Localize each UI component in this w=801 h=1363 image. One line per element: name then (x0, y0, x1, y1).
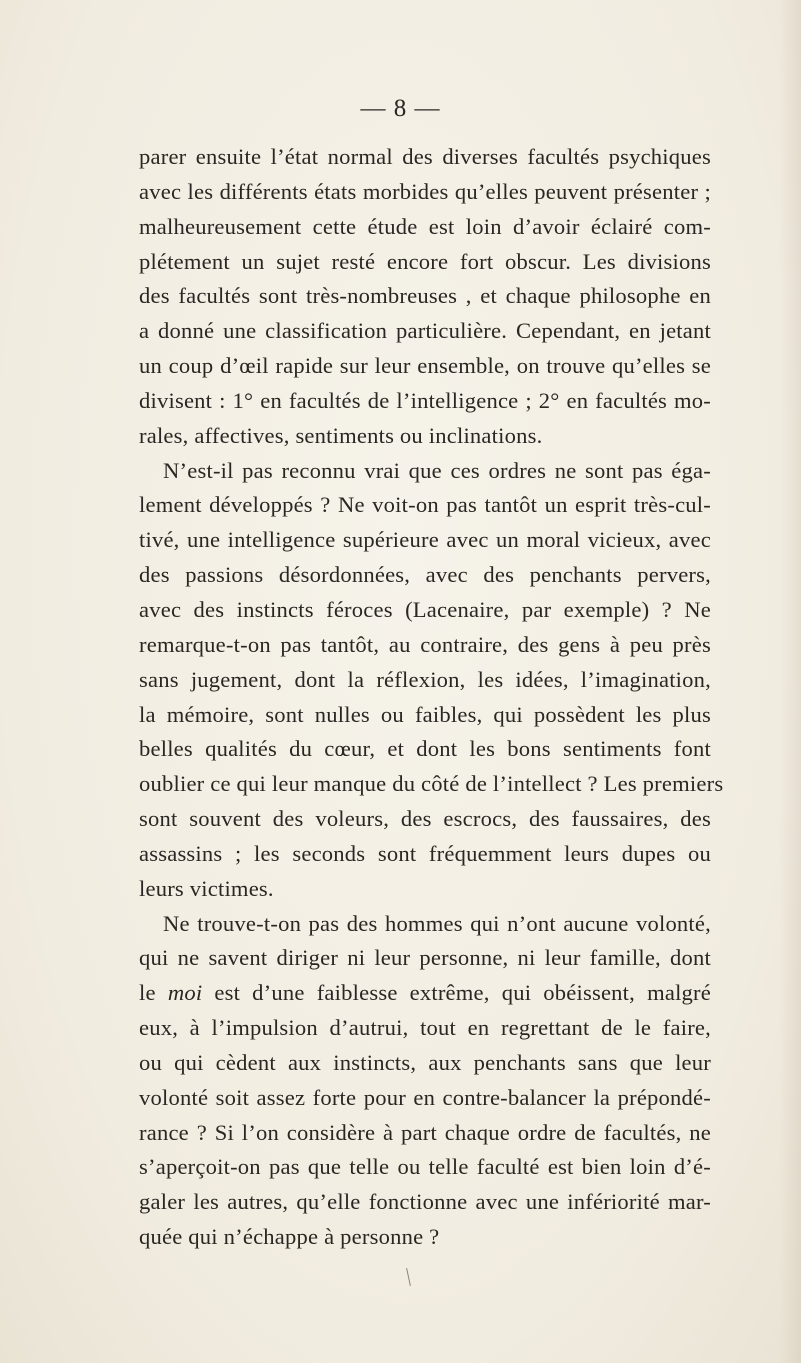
text-line: plétement un sujet resté encore fort obscur. Les divisions (139, 248, 711, 274)
text-line: belles qualités du cœur, et dont les bons sentiments font (139, 736, 711, 762)
text-line: des facultés sont très-nombreuses , et chaque philosophe en (139, 283, 711, 309)
text-line: remarque-t-on pas tantôt, au contraire, des gens à peu près (139, 631, 711, 657)
text-line: lement développés ? Ne voit-on pas tantôt un esprit très-cul- (139, 492, 711, 518)
text-line: malheureusement cette étude est loin d’avoir éclairé com- (139, 213, 711, 239)
body-text (139, 140, 724, 1255)
text-line: galer les autres, qu’elle fonctionne avec une infériorité mar- (139, 1189, 711, 1215)
text-line: rance ? Si l’on considère à part chaque ordre de facultés, ne (139, 1119, 711, 1145)
text-line: qui ne savent diriger ni leur personne, ni leur famille, dont (139, 945, 711, 971)
text-line-with-italic (139, 976, 711, 1011)
text-line: sans jugement, dont la réflexion, les idées, l’imagination, (139, 666, 711, 692)
text-line: la mémoire, sont nulles ou faibles, qui possèdent les plus (139, 701, 711, 727)
paragraph-start-line: N’est-il pas reconnu vrai que ces ordres ne sont pas éga- (163, 457, 711, 483)
text-line: un coup d’œil rapide sur leur ensemble, on trouve qu’elles se (139, 353, 711, 379)
text-line: s’aperçoit-on pas que telle ou telle faculté est bien loin d’é- (139, 1154, 711, 1180)
ink-mark (406, 1268, 411, 1286)
text-line: sont souvent des voleurs, des escrocs, des faussaires, des (139, 806, 711, 832)
text-line: a donné une classification particulière. Cependant, en jetant (139, 318, 711, 344)
text-line: oublier ce qui leur manque du côté de l’intellect ? Les premiers (139, 771, 724, 797)
paragraph-start-line: Ne trouve-t-on pas des hommes qui n’ont aucune volonté, (163, 910, 711, 936)
text-remainder: est d’une faiblesse extrême, qui obéissent, malgré (214, 980, 712, 1006)
italic-term: moi (167, 980, 203, 1006)
text-line: quée qui n’échappe à personne ? (139, 1224, 440, 1250)
page-number: — 8 — (360, 95, 441, 122)
text-prefix: le (139, 980, 156, 1006)
text-line: ou qui cèdent aux instincts, aux penchants sans que leur (139, 1049, 711, 1075)
text-line: eux, à l’impulsion d’autrui, tout en regrettant de le faire, (139, 1015, 711, 1041)
text-line: avec des instincts féroces (Lacenaire, par exemple) ? Ne (139, 596, 711, 622)
page-edge-shadow (779, 0, 801, 1363)
text-line: divisent : 1° en facultés de l’intelligence ; 2° en facultés mo- (139, 387, 711, 413)
text-line: leurs victimes. (139, 875, 274, 901)
text-line: volonté soit assez forte pour en contre-balancer la prépondé- (139, 1084, 711, 1110)
text-line: parer ensuite l’état normal des diverses facultés psychiques (139, 144, 711, 169)
text-line: rales, affectives, sentiments ou inclinations. (139, 422, 543, 448)
text-line: des passions désordonnées, avec des penchants pervers, (139, 562, 711, 588)
text-line: avec les différents états morbides qu’elles peuvent présenter ; (139, 178, 711, 204)
text-line: assassins ; les seconds sont fréquemment leurs dupes ou (139, 840, 711, 866)
text-line: tivé, une intelligence supérieure avec un moral vicieux, avec (139, 527, 711, 553)
